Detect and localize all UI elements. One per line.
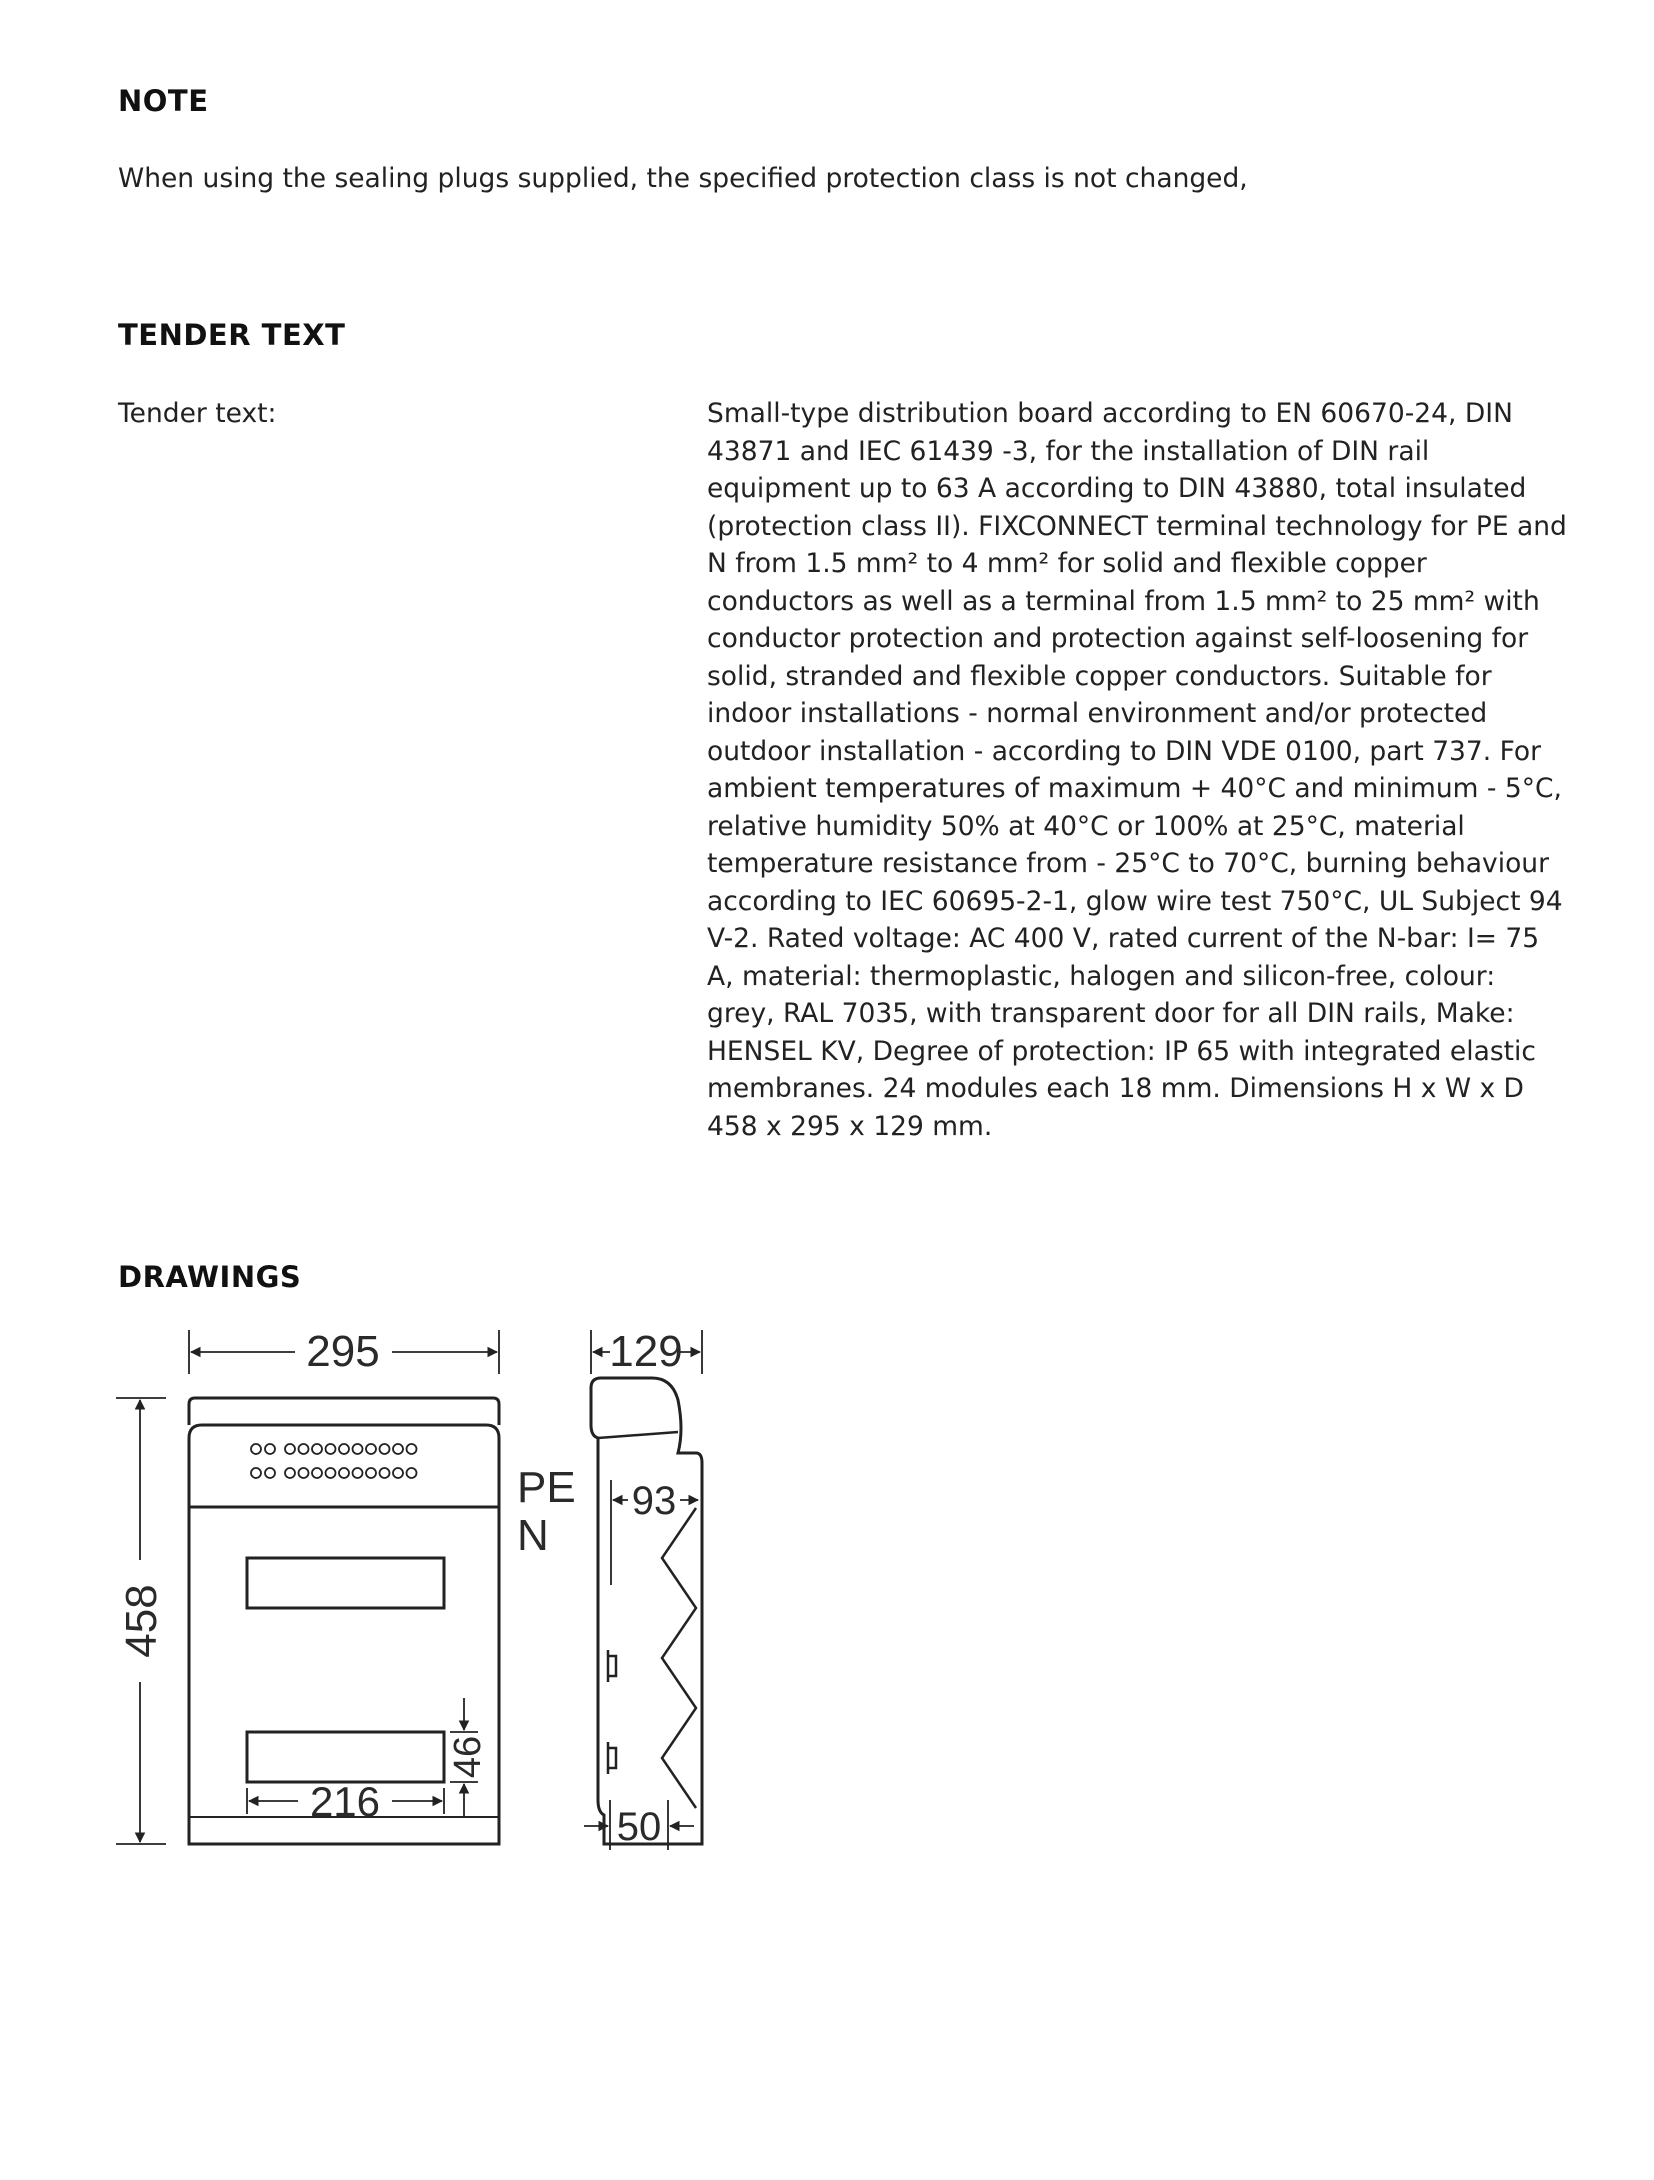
dim-side-50-label: 50 (616, 1805, 662, 1849)
label-n: N (517, 1511, 549, 1560)
dim-rail-height-label: 46 (447, 1735, 489, 1779)
terminal-hole (285, 1468, 295, 1478)
side-view (591, 1378, 702, 1844)
terminal-hole (393, 1444, 403, 1454)
terminal-hole (366, 1444, 376, 1454)
terminal-hole (312, 1444, 322, 1454)
terminal-hole (312, 1468, 322, 1478)
dim-side-93-label: 93 (631, 1479, 677, 1523)
terminal-hole (407, 1444, 417, 1454)
drawings-heading: DRAWINGS (118, 1260, 302, 1294)
label-pe: PE (517, 1463, 576, 1512)
terminal-hole (326, 1444, 336, 1454)
note-heading: NOTE (118, 84, 209, 118)
terminal-hole (353, 1444, 363, 1454)
terminal-hole (339, 1444, 349, 1454)
terminal-hole (299, 1444, 309, 1454)
tender-body: Small-type distribution board according to EN 60670-24, DIN 43871 and IEC 61439 -3, for the installation of DIN rail equipment up to 63 A according to DIN 43880, total insulated (protection class II). FIXCONNECT terminal technology for PE and N from 1.5 mm² to 4 mm² for solid and flexible copper conductors as well as a terminal from 1.5 mm² to 25 mm² with conductor protection and protection against self-loosening for solid, stranded and flexible copper conductors. Suitable for indoor installations - normal environment and/or protected outdoor installation - according to DIN VDE 0100, part 737. For ambient temperatures of maximum + 40°C and minimum - 5°C, relative humidity 50% at 40°C or 100% at 25°C, material temperature resistance from - 25°C to 70°C, burning behaviour according to IEC 60695-2-1, glow wire test 750°C, UL Subject 94 V-2. Rated voltage: AC 400 V, rated current of the N-bar: I= 75 A, material: thermoplastic, halogen and silicon-free, colour: grey, RAL 7035, with transparent door for all DIN rails, Make: HENSEL KV, Degree of protection: IP 65 with integrated elastic membranes. 24 modules each 18 mm. Dimensions H x W x D 458 x 295 x 129 mm. (707, 398, 1567, 1142)
terminal-hole (299, 1468, 309, 1478)
dimension-drawing (110, 1330, 760, 1920)
terminal-hole (407, 1468, 417, 1478)
terminal-hole (393, 1468, 403, 1478)
terminal-hole (380, 1444, 390, 1454)
terminal-hole (251, 1468, 261, 1478)
dim-rail-width-label: 216 (309, 1778, 381, 1825)
terminal-hole (326, 1468, 336, 1478)
terminal-hole (251, 1444, 261, 1454)
tender-heading: TENDER TEXT (118, 318, 346, 352)
dim-height-label: 458 (117, 1584, 166, 1658)
terminal-hole (366, 1468, 376, 1478)
tender-label: Tender text: (118, 398, 277, 429)
terminal-hole (353, 1468, 363, 1478)
terminal-hole (380, 1468, 390, 1478)
note-text: When using the sealing plugs supplied, the specified protection class is not changed, (118, 163, 1248, 194)
dim-width-label: 295 (306, 1330, 380, 1376)
terminal-hole (265, 1444, 275, 1454)
terminal-hole (285, 1444, 295, 1454)
terminal-holes (251, 1444, 417, 1478)
terminal-hole (265, 1468, 275, 1478)
dim-depth-label: 129 (609, 1330, 683, 1376)
terminal-hole (339, 1468, 349, 1478)
